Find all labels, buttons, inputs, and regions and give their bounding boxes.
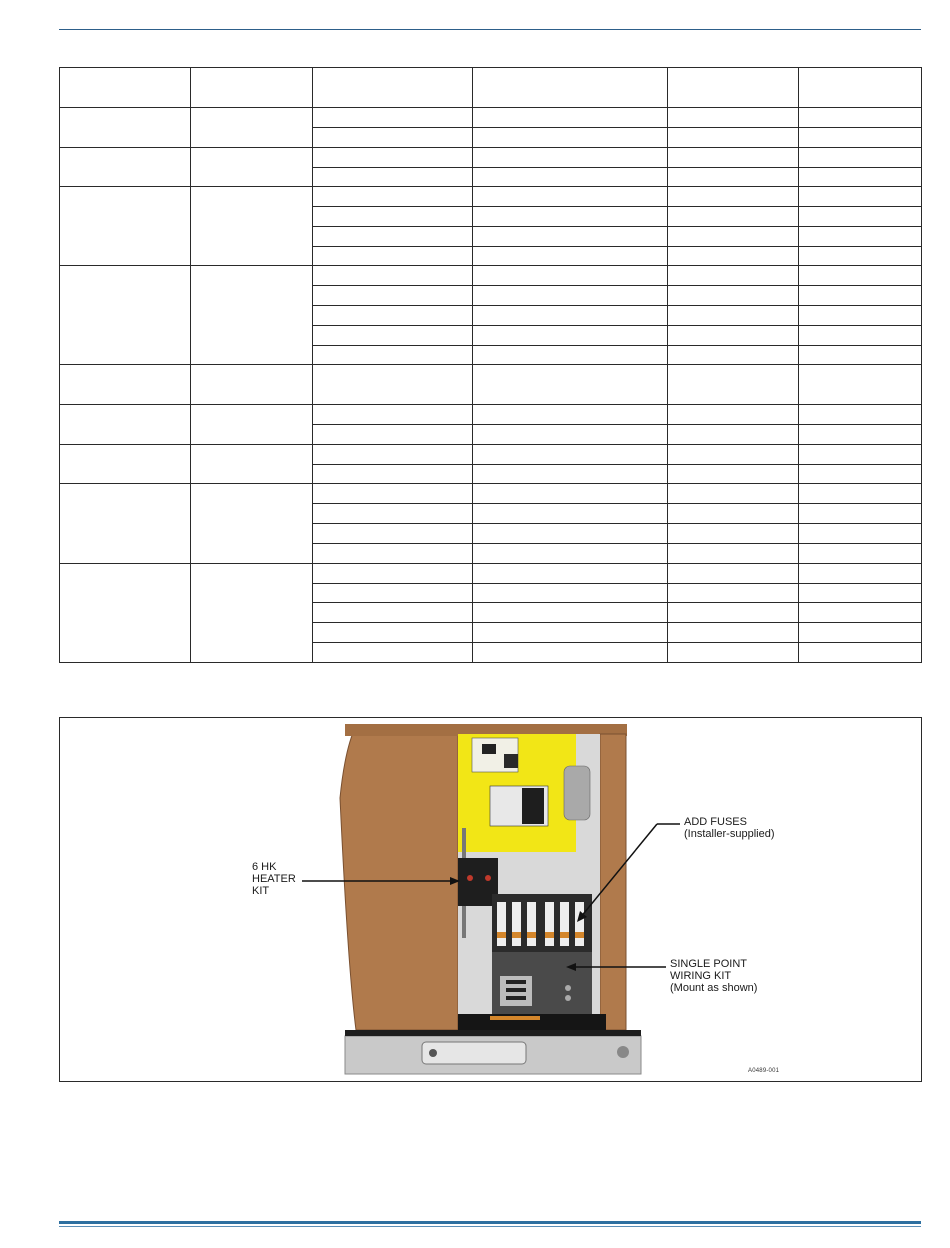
table-cell <box>60 187 191 266</box>
table-cell <box>668 247 799 266</box>
base-rail-hole <box>429 1049 437 1057</box>
table-cell <box>668 584 799 603</box>
table-cell <box>313 207 473 227</box>
table-cell <box>668 128 799 148</box>
table-cell <box>313 623 473 643</box>
table-cell <box>668 425 799 445</box>
table-cell <box>799 445 922 465</box>
table-cell <box>668 227 799 247</box>
table-cell <box>799 623 922 643</box>
table-cell <box>799 365 922 405</box>
contactor-terminal <box>522 788 544 824</box>
table-cell <box>473 504 668 524</box>
table-cell <box>473 484 668 504</box>
heater-terminal <box>467 875 473 881</box>
figure-reference-code: A0489-001 <box>748 1068 780 1074</box>
table-header-row <box>60 68 922 108</box>
table-cell <box>473 643 668 663</box>
table-cell <box>473 286 668 306</box>
table-cell <box>668 504 799 524</box>
table-cell <box>313 643 473 663</box>
callout-line: KIT <box>252 885 270 897</box>
fuse-holders <box>492 894 592 952</box>
table-cell <box>668 306 799 326</box>
table-cell <box>473 564 668 584</box>
heater-kit-label <box>252 861 296 897</box>
table-cell <box>313 584 473 603</box>
table-cell <box>313 227 473 247</box>
table-cell <box>473 326 668 346</box>
callout-line: (Installer-supplied) <box>684 828 775 840</box>
table-cell <box>799 564 922 584</box>
table-header-cell <box>60 68 191 108</box>
table-cell <box>799 326 922 346</box>
table-cell <box>799 108 922 128</box>
table-header-cell <box>313 68 473 108</box>
table-cell <box>799 168 922 187</box>
table-header-cell <box>473 68 668 108</box>
table-cell <box>191 484 313 564</box>
table-cell <box>191 564 313 663</box>
relay-block <box>482 744 496 754</box>
terminal-strip-bar <box>506 996 526 1000</box>
table-cell <box>799 346 922 365</box>
terminal-strip-bar <box>506 980 526 984</box>
cabinet-side-panel <box>340 726 458 1030</box>
heater-terminal <box>485 875 491 881</box>
table-cell <box>799 306 922 326</box>
table-cell <box>473 365 668 405</box>
table-cell <box>313 425 473 445</box>
table-cell <box>473 346 668 365</box>
table-row <box>60 108 922 128</box>
table-cell <box>799 405 922 425</box>
table-cell <box>191 365 313 405</box>
table-header-cell <box>668 68 799 108</box>
table-cell <box>313 346 473 365</box>
table-cell <box>313 187 473 207</box>
table-cell <box>313 445 473 465</box>
table-cell <box>313 405 473 425</box>
table-cell <box>191 187 313 266</box>
table-cell <box>668 524 799 544</box>
table-cell <box>313 603 473 623</box>
table-cell <box>668 643 799 663</box>
table-cell <box>668 564 799 584</box>
table-cell <box>191 266 313 365</box>
callout-line: WIRING KIT <box>670 970 732 982</box>
header-rule <box>59 29 921 30</box>
table-cell <box>313 544 473 564</box>
table-cell <box>313 266 473 286</box>
table-cell <box>799 187 922 207</box>
table-cell <box>313 504 473 524</box>
table-cell <box>313 365 473 405</box>
table-cell <box>313 524 473 544</box>
table-cell <box>473 128 668 148</box>
table-cell <box>473 266 668 286</box>
table-cell <box>60 484 191 564</box>
callout-line: ADD FUSES <box>684 816 747 828</box>
table-cell <box>473 247 668 266</box>
table-row <box>60 445 922 465</box>
capacitor <box>564 766 590 820</box>
table-cell <box>668 187 799 207</box>
table-cell <box>60 108 191 148</box>
table-cell <box>668 603 799 623</box>
table-cell <box>799 266 922 286</box>
table-cell <box>799 504 922 524</box>
table-cell <box>313 168 473 187</box>
table-cell <box>473 148 668 168</box>
table-row <box>60 564 922 584</box>
table-cell <box>313 306 473 326</box>
table-cell <box>473 405 668 425</box>
table-cell <box>799 465 922 484</box>
table-cell <box>799 643 922 663</box>
table-cell <box>473 306 668 326</box>
table-cell <box>60 445 191 484</box>
table-cell <box>313 564 473 584</box>
base-rail-hole <box>617 1046 629 1058</box>
table-cell <box>473 207 668 227</box>
table-cell <box>799 207 922 227</box>
table-cell <box>799 247 922 266</box>
table-cell <box>799 544 922 564</box>
table-cell <box>799 603 922 623</box>
table-cell <box>799 484 922 504</box>
table-row <box>60 266 922 286</box>
table-cell <box>313 326 473 346</box>
table-cell <box>473 465 668 484</box>
table-cell <box>473 108 668 128</box>
table-header-cell <box>799 68 922 108</box>
table-header-cell <box>191 68 313 108</box>
add-fuses-label <box>684 816 774 840</box>
transformer <box>504 754 518 768</box>
table-cell <box>799 148 922 168</box>
table-cell <box>473 168 668 187</box>
callout-line: SINGLE POINT <box>670 958 748 970</box>
table-cell <box>668 405 799 425</box>
footer-rule-thin <box>59 1226 921 1227</box>
base-rail-cutout <box>422 1042 526 1064</box>
cabinet-right-frame <box>600 734 626 1030</box>
table-cell <box>473 584 668 603</box>
table-cell <box>60 266 191 365</box>
table-cell <box>313 247 473 266</box>
table-cell <box>191 405 313 445</box>
table-cell <box>799 128 922 148</box>
table-row <box>60 405 922 425</box>
table-cell <box>191 148 313 187</box>
table-cell <box>473 227 668 247</box>
table-cell <box>60 148 191 187</box>
table-cell <box>799 524 922 544</box>
table-cell <box>668 148 799 168</box>
table-cell <box>473 187 668 207</box>
table-cell <box>668 207 799 227</box>
table-row <box>60 148 922 168</box>
callout-line: (Mount as shown) <box>670 982 758 994</box>
table-cell <box>668 465 799 484</box>
cabinet-bottom-edge <box>345 1030 641 1036</box>
installation-figure <box>59 717 922 1082</box>
specification-table <box>59 67 922 663</box>
ground-lug <box>565 995 571 1001</box>
table-cell <box>313 148 473 168</box>
table-cell <box>473 425 668 445</box>
table-cell <box>668 623 799 643</box>
callout-line: 6 HK <box>252 861 277 873</box>
table-cell <box>313 484 473 504</box>
terminal-strip-bar <box>506 988 526 992</box>
table-cell <box>668 266 799 286</box>
footer-rule <box>59 1221 921 1224</box>
table-cell <box>668 365 799 405</box>
table-cell <box>473 603 668 623</box>
single-point-wiring-label <box>670 958 757 994</box>
table-cell <box>473 623 668 643</box>
table-row <box>60 484 922 504</box>
table-cell <box>668 544 799 564</box>
table-cell <box>799 425 922 445</box>
table-cell <box>473 524 668 544</box>
callout-line: HEATER <box>252 873 296 885</box>
table-row <box>60 187 922 207</box>
table-cell <box>668 346 799 365</box>
table-cell <box>668 286 799 306</box>
table-cell <box>191 445 313 484</box>
table-cell <box>60 365 191 405</box>
table-cell <box>668 108 799 128</box>
table-cell <box>473 544 668 564</box>
table-cell <box>799 584 922 603</box>
table-cell <box>191 108 313 148</box>
table-cell <box>799 286 922 306</box>
table-cell <box>313 465 473 484</box>
table-cell <box>668 326 799 346</box>
table-cell <box>473 445 668 465</box>
table-cell <box>799 227 922 247</box>
table-cell <box>313 128 473 148</box>
table-cell <box>313 108 473 128</box>
ground-lug <box>565 985 571 991</box>
table-cell <box>668 168 799 187</box>
table-cell <box>60 405 191 445</box>
bottom-bracket-strip <box>490 1016 540 1020</box>
table-cell <box>60 564 191 663</box>
table-cell <box>313 286 473 306</box>
table-cell <box>668 445 799 465</box>
table-row <box>60 365 922 405</box>
unit-illustration <box>60 718 921 1081</box>
table-cell <box>668 484 799 504</box>
